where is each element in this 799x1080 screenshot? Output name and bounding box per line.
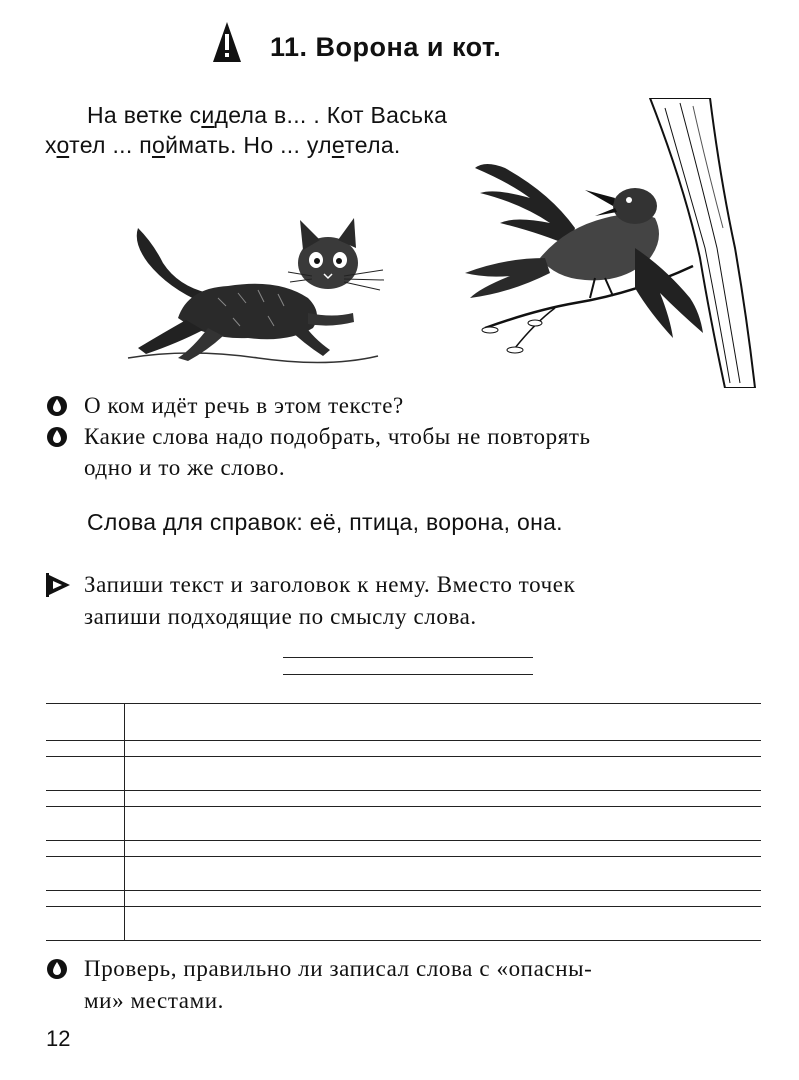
- drop-icon: [46, 395, 68, 417]
- title-writing-line[interactable]: [283, 657, 533, 658]
- writing-line: [46, 856, 761, 857]
- writing-line: [46, 840, 761, 841]
- writing-line: [46, 740, 761, 741]
- story-line-2: хотел ... поймать. Но ... улетела.: [45, 132, 401, 158]
- cat-illustration: [108, 208, 388, 368]
- question-1: О ком идёт речь в этом тексте?: [84, 393, 404, 418]
- task-line-2: запиши подходящие по смыслу слова.: [84, 604, 477, 629]
- pencil-flag-icon: [44, 572, 72, 598]
- question-2-line-2: одно и то же слово.: [84, 455, 286, 480]
- writing-line: [46, 906, 761, 907]
- task-line-1: Запиши текст и заголовок к нему. Вместо точек: [84, 572, 576, 597]
- page-number: 12: [46, 1026, 71, 1051]
- question-2-line-1: Какие слова надо подобрать, чтобы не повторять: [84, 424, 591, 449]
- writing-line: [46, 790, 761, 791]
- warning-triangle-icon: [212, 20, 242, 64]
- writing-line: [46, 890, 761, 891]
- story-line-1: На ветке сидела в... . Кот Васька: [87, 102, 448, 128]
- page-title: 11. Ворона и кот.: [270, 32, 502, 62]
- reference-words: Слова для справок: её, птица, ворона, она.: [87, 509, 563, 535]
- writing-line: [46, 940, 761, 941]
- drop-icon: [46, 426, 68, 448]
- writing-line: [46, 806, 761, 807]
- crow-illustration: [455, 98, 760, 388]
- margin-line: [124, 703, 125, 940]
- title-writing-line[interactable]: [283, 674, 533, 675]
- drop-icon: [46, 958, 68, 980]
- writing-lines[interactable]: [46, 703, 761, 943]
- writing-line: [46, 703, 761, 704]
- writing-line: [46, 756, 761, 757]
- check-line-2: ми» местами.: [84, 988, 225, 1013]
- check-line-1: Проверь, правильно ли записал слова с «опасны-: [84, 956, 593, 981]
